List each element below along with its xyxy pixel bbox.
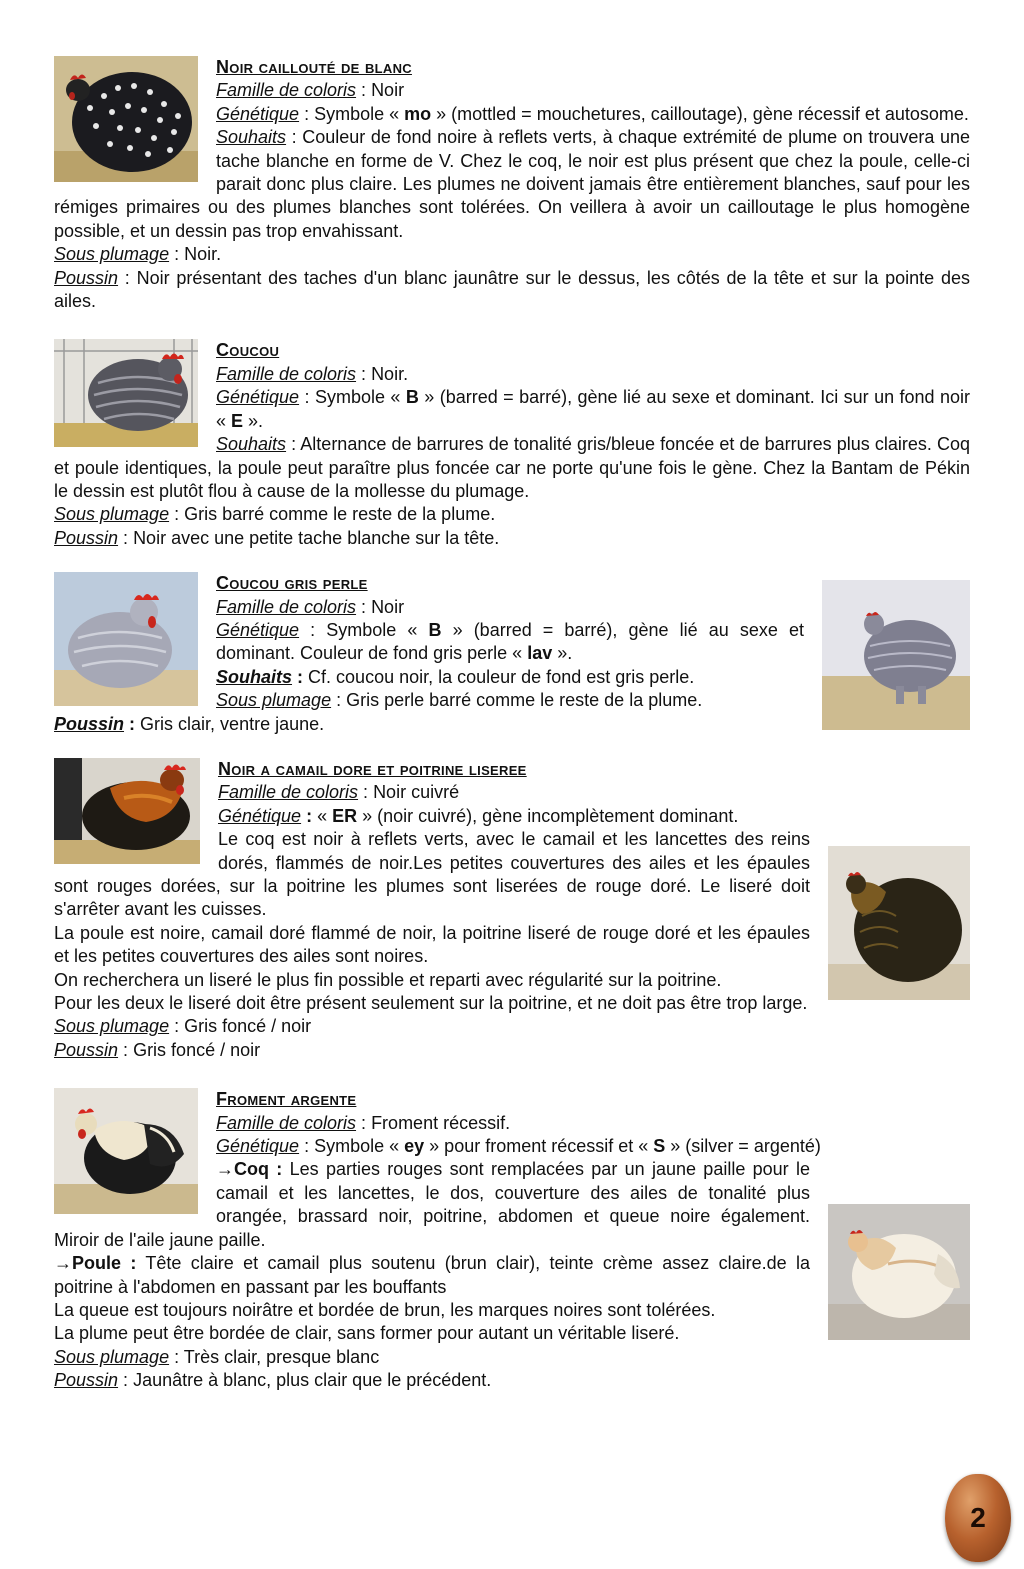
souhaits-line: Souhaits : Cf. coucou noir, la couleur de fond est gris perle. — [216, 666, 695, 687]
gene-symbol: mo — [404, 103, 432, 124]
chicken-photo-4 — [822, 580, 970, 730]
poussin-line: Poussin : Noir présentant des taches d'un blanc jaunâtre sur le dessus, les côtés de la tête et sur la pointe des ailes. — [54, 267, 970, 312]
sous-plumage-line: Sous plumage : Gris foncé / noir — [54, 1016, 312, 1037]
photo-froment-argente-hen — [828, 1204, 970, 1340]
sous-plumage-line: Sous plumage : Gris barré comme le reste de la plume. — [54, 504, 496, 525]
photo-coucou-gris-perle-hen — [822, 580, 970, 730]
document-page — [54, 56, 970, 1393]
genetique-label: Génétique — [216, 103, 300, 124]
section-title: Coucou gris perle — [216, 573, 368, 594]
souhaits-line: Souhaits : Alternance de barrures de tonalité gris/bleue foncée et de barrures plus claires. Coq et poule identiques, la poule peut paraître plus foncée car ne porte qu'une fois le gène. Chez la Bantam de Pékin le dessin est plutôt flou à cause de la mollesse du plumage. — [54, 434, 970, 501]
famille-line: Famille de coloris : Noir cuivré — [218, 782, 460, 803]
sous-plumage-line: Sous plumage : Très clair, presque blanc — [54, 1346, 380, 1367]
famille-value: Noir — [371, 80, 405, 101]
famille-line: Famille de coloris : Noir. — [216, 363, 409, 384]
section-noir-caillouté — [54, 56, 970, 313]
section-coucou — [54, 339, 970, 550]
genetique-line: Génétique : Symbole « mo » (mottled = mouchetures, cailloutage), gène récessif et autosome. — [216, 103, 969, 124]
chicken-photo-1 — [54, 56, 198, 182]
page-number: 2 — [970, 1502, 986, 1534]
section-title: Coucou — [216, 340, 280, 361]
sous-plumage-label: Sous plumage — [54, 244, 170, 265]
genetique-line: Génétique : Symbole « ey » pour froment récessif et « S » (silver = argenté) — [216, 1136, 821, 1157]
photo-coucou-gris-perle-rooster — [54, 572, 198, 706]
description-deux: Pour les deux le liseré doit être présent seulement sur la poitrine, et ne doit pas être trop large. — [54, 993, 808, 1014]
photo-noir-camail-dore-rooster — [54, 758, 200, 864]
sous-plumage-line: Sous plumage : Noir. — [54, 244, 222, 265]
souhaits-label: Souhaits — [216, 434, 287, 455]
photo-noir-caillouté-chicken — [54, 56, 198, 182]
genetique-line: Génétique : « ER » (noir cuivré), gène incomplètement dominant. — [218, 805, 739, 826]
description-poule: La poule est noire, camail doré flammé de noir, la poitrine liseré de rouge doré et les épaules et les petites couvertures des ailes sont noires. — [54, 922, 810, 967]
description-plume: La plume peut être bordée de clair, sans former pour autant un véritable liseré. — [54, 1323, 680, 1344]
poussin-label: Poussin — [54, 267, 119, 288]
chicken-photo-2 — [54, 339, 198, 447]
description-liseré: On recherchera un liseré le plus fin possible et reparti avec régularité sur la poitrine. — [54, 969, 722, 990]
section-froment-argente — [54, 1088, 970, 1392]
chicken-photo-8 — [828, 1204, 970, 1340]
souhaits-text: Couleur de fond noire à reflets verts, à chaque extrémité de plume on trouvera une tache blanche en forme de V. Chez le coq, le noir est plus présent que chez la poule, celle-ci parait donc plus claire. Les plumes ne doivent jamais être entièrement blanches, sauf pour les rémiges primaires ou des plumes blanches sont tolérées. On veillera à avoir un cailloutage le plus homogène possible, et un dessin pas trop envahissant. — [54, 127, 970, 241]
poussin-line: Poussin : Jaunâtre à blanc, plus clair que le précédent. — [54, 1370, 492, 1391]
famille-label: Famille de coloris — [216, 363, 357, 384]
souhaits-line: Souhaits : Couleur de fond noire à reflets verts, à chaque extrémité de plume on trouvera une tache blanche en forme de V. Chez le coq, le noir est plus présent que chez la poule, celle-ci parait donc plus claire. Les plumes ne doivent jamais être entièrement blanches, sauf pour les rémiges primaires ou des plumes blanches sont tolérées. On veillera à avoir un cailloutage le plus homogène possible, et un dessin pas trop envahissant. — [54, 127, 970, 241]
chicken-photo-7 — [54, 1088, 198, 1214]
coq-paragraph: →Coq : Les parties rouges sont remplacées par un jaune paille pour le camail et les lancettes, le dos, couverture des ailes de tonalité plus orangée, brassard noir, poitrine, abdomen et queue noire également. Miroir de l'aile jaune paille. — [54, 1159, 810, 1250]
poule-paragraph: →Poule : Tête claire et camail plus soutenu (brun clair), teinte crème assez claire.de la poitrine à l'abdomen en passant par les bouffants — [54, 1253, 810, 1297]
section-title: Noir caillouté de blanc — [216, 57, 412, 77]
description-queue: La queue est toujours noirâtre et bordée de brun, les marques noires sont tolérées. — [54, 1299, 716, 1320]
section-coucou-gris-perle — [54, 572, 970, 736]
photo-froment-argente-rooster — [54, 1088, 198, 1214]
poussin-line: Poussin : Noir avec une petite tache blanche sur la tête. — [54, 527, 500, 548]
genetique-line: Génétique : Symbole « B » (barred = barré), gène lié au sexe et dominant. Couleur de fond gris perle « lav ». — [216, 619, 804, 664]
famille-label: Famille de coloris — [216, 80, 357, 101]
page-number-badge — [945, 1474, 1011, 1562]
section-title: Froment argente — [216, 1089, 357, 1110]
photo-noir-camail-dore-hen — [828, 846, 970, 1000]
famille-line: Famille de coloris : Noir — [216, 80, 405, 101]
section-noir-camail-dore — [54, 758, 970, 1062]
poussin-line: Poussin : Gris clair, ventre jaune. — [54, 713, 325, 734]
genetique-label: Génétique — [216, 387, 300, 408]
coq-label: →Coq : — [216, 1159, 283, 1180]
sous-plumage-line: Sous plumage : Gris perle barré comme le reste de la plume. — [216, 690, 703, 711]
chicken-photo-5 — [54, 758, 200, 864]
description-coq: Le coq est noir à reflets verts, avec le camail et les lancettes des reins dorés, flammés de noir.Les petites couvertures des ailes et les épaules sont rouges dorées, sur la poitrine les plumes sont liserées de rouge doré. Le liseré doit s'arrêter avant les cuisses. — [54, 829, 810, 920]
section-title: Noir a camail dore et poitrine liseree — [218, 758, 527, 779]
poussin-line: Poussin : Gris foncé / noir — [54, 1039, 261, 1060]
famille-line: Famille de coloris : Froment récessif. — [216, 1112, 511, 1133]
chicken-photo-3 — [54, 572, 198, 706]
chicken-photo-6 — [828, 846, 970, 1000]
genetique-line: Génétique : Symbole « B » (barred = barré), gène lié au sexe et dominant. Ici sur un fond noir « E ». — [216, 387, 971, 431]
poule-label: →Poule : — [54, 1253, 137, 1274]
photo-coucou-chicken — [54, 339, 198, 447]
souhaits-label: Souhaits — [216, 127, 287, 148]
famille-line: Famille de coloris : Noir — [216, 596, 405, 617]
